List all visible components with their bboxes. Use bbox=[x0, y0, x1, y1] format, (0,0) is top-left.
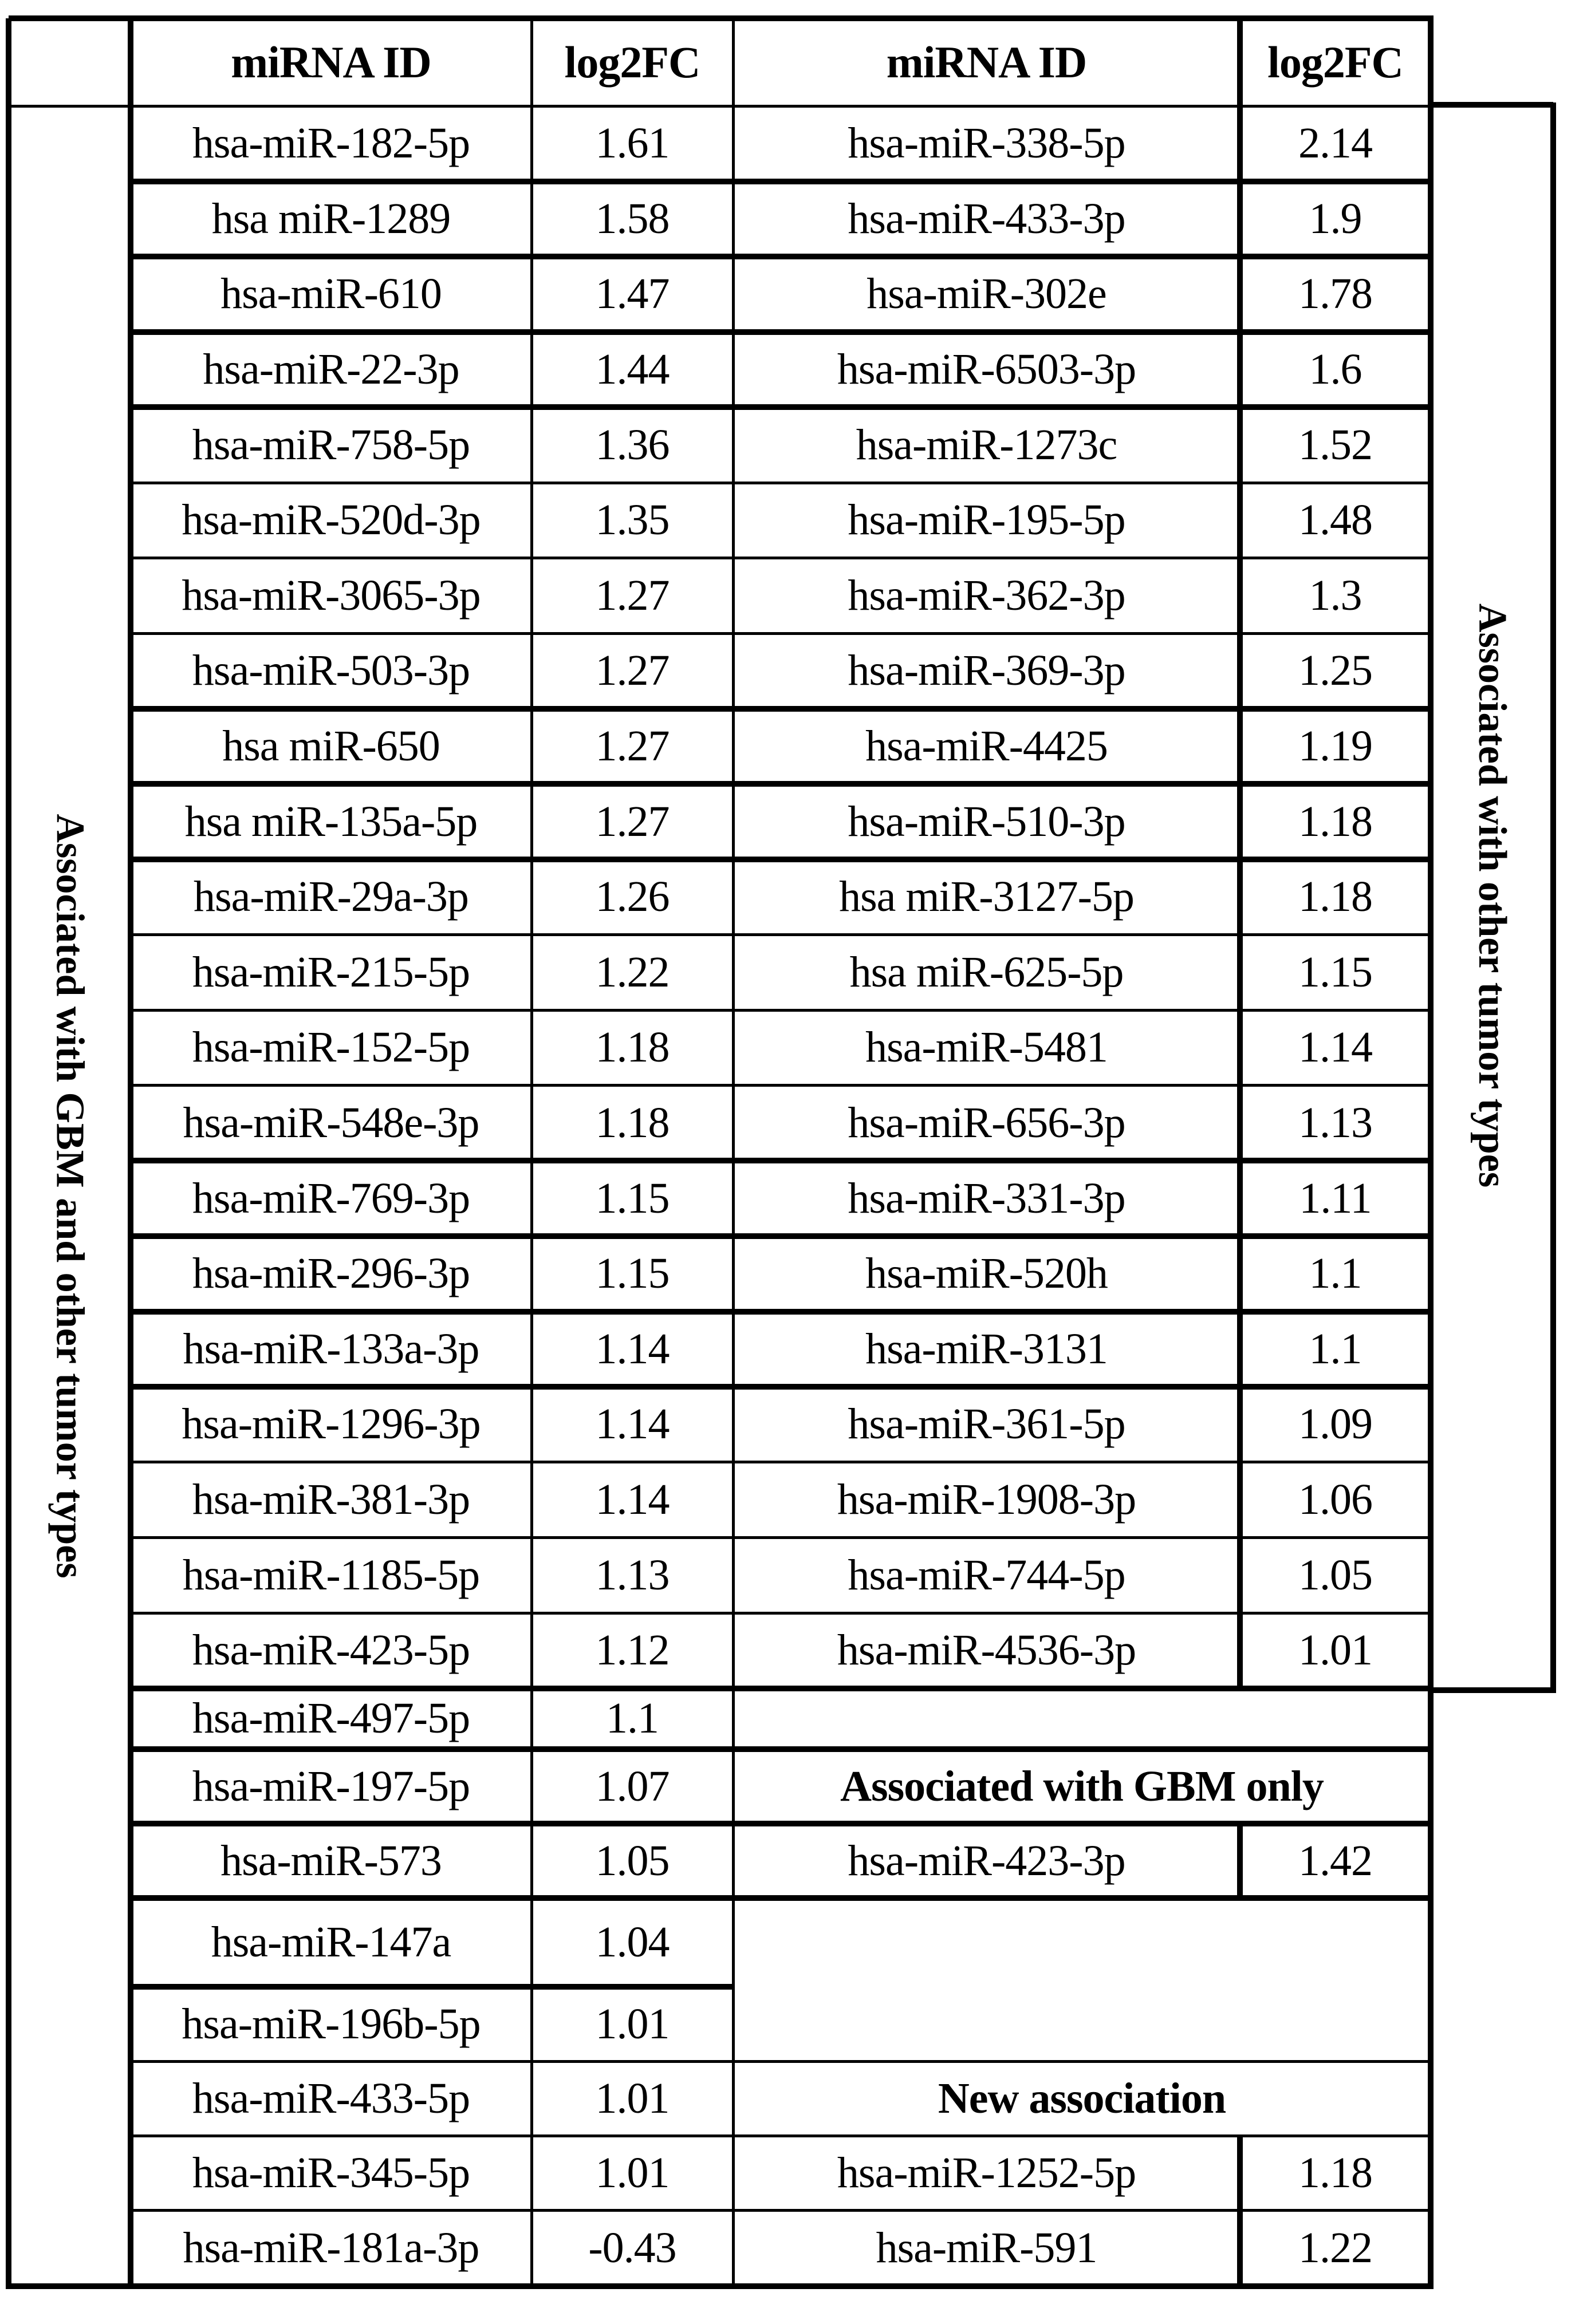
grid-line bbox=[128, 18, 133, 2286]
grid-line bbox=[131, 404, 1431, 410]
right-log2fc-value: 1.48 bbox=[1298, 496, 1372, 544]
grid-line bbox=[131, 781, 1431, 787]
right-mirna-id: hsa miR-3127-5p bbox=[839, 873, 1134, 921]
grid-line bbox=[1237, 1824, 1243, 1898]
left-mirna-id: hsa-miR-345-5p bbox=[192, 2148, 470, 2197]
left-mirna-id: hsa-miR-147a bbox=[211, 1918, 451, 1966]
left-log2fc-value: -0.43 bbox=[588, 2224, 676, 2272]
left-log2fc-value: 1.01 bbox=[595, 1999, 670, 2048]
right-log2fc-value: 1.01 bbox=[1298, 1626, 1372, 1675]
right-log2fc-value: 1.15 bbox=[1298, 948, 1372, 996]
right-log2fc-value: 1.19 bbox=[1298, 722, 1372, 771]
grid-line bbox=[131, 557, 1431, 559]
right-mirna-id: hsa-miR-1908-3p bbox=[837, 1475, 1136, 1524]
grid-line bbox=[733, 1821, 1431, 1826]
left-log2fc-value: 1.12 bbox=[595, 1626, 670, 1675]
grid-line bbox=[733, 1686, 1431, 1691]
grid-line bbox=[131, 1009, 1431, 1012]
right-log2fc-value: 1.14 bbox=[1298, 1023, 1372, 1072]
left-log2fc-value: 1.14 bbox=[595, 1475, 670, 1524]
group-label-gbm-and-other bbox=[9, 106, 131, 2286]
left-mirna-id: hsa-miR-1185-5p bbox=[182, 1550, 480, 1599]
right-log2fc-value: 1.6 bbox=[1309, 345, 1362, 394]
left-log2fc-value: 1.07 bbox=[595, 1762, 670, 1810]
left-log2fc-value: 1.13 bbox=[595, 1550, 670, 1599]
right-mirna-id: hsa-miR-510-3p bbox=[848, 797, 1125, 846]
grid-line bbox=[733, 1895, 1431, 1901]
right-log2fc-value: 1.06 bbox=[1298, 1475, 1372, 1524]
right-mirna-id: hsa-miR-362-3p bbox=[848, 571, 1125, 620]
left-mirna-id: hsa-miR-503-3p bbox=[192, 646, 470, 695]
grid-line bbox=[131, 1233, 1431, 1239]
right-mirna-id: hsa-miR-744-5p bbox=[848, 1550, 1125, 1599]
new-assoc-log2fc-value: 1.18 bbox=[1298, 2148, 1372, 2197]
right-mirna-id: hsa-miR-361-5p bbox=[848, 1400, 1125, 1449]
left-mirna-id: hsa-miR-548e-3p bbox=[183, 1099, 479, 1147]
left-mirna-id: hsa-miR-769-3p bbox=[192, 1174, 470, 1222]
left-mirna-id: hsa-miR-610 bbox=[220, 270, 442, 318]
grid-line bbox=[131, 1384, 1431, 1390]
grid-line bbox=[530, 18, 533, 2286]
right-mirna-id: hsa-miR-520h bbox=[865, 1249, 1108, 1298]
right-mirna-id: hsa-miR-4425 bbox=[865, 722, 1108, 771]
right-mirna-id: hsa-miR-369-3p bbox=[848, 646, 1125, 695]
right-mirna-id: hsa-miR-302e bbox=[867, 270, 1106, 318]
right-mirna-id: hsa miR-625-5p bbox=[849, 948, 1124, 996]
right-log2fc-value: 2.14 bbox=[1298, 119, 1372, 168]
left-log2fc-value: 1.47 bbox=[595, 270, 670, 318]
left-mirna-id: hsa-miR-497-5p bbox=[192, 1694, 470, 1743]
right-mirna-id: hsa-miR-5481 bbox=[865, 1023, 1108, 1072]
right-log2fc-value: 1.18 bbox=[1298, 797, 1372, 846]
right-log2fc-value: 1.9 bbox=[1309, 194, 1362, 243]
left-log2fc-value: 1.15 bbox=[595, 1249, 670, 1298]
left-mirna-id: hsa-miR-181a-3p bbox=[183, 2224, 479, 2272]
right-log2fc-value: 1.05 bbox=[1298, 1550, 1372, 1599]
left-mirna-id: hsa-miR-133a-3p bbox=[183, 1324, 479, 1373]
grid-line bbox=[131, 1895, 733, 1901]
grid-line bbox=[131, 254, 1431, 259]
section-label-gbm-only: Associated with GBM only bbox=[840, 1762, 1324, 1810]
left-log2fc-value: 1.15 bbox=[595, 1174, 670, 1222]
left-mirna-id: hsa-miR-573 bbox=[220, 1836, 442, 1885]
left-mirna-id: hsa-miR-520d-3p bbox=[182, 496, 481, 544]
right-log2fc-value: 1.11 bbox=[1299, 1174, 1372, 1222]
header-log2fc-left: log2FC bbox=[564, 37, 700, 87]
left-log2fc-value: 1.22 bbox=[595, 948, 670, 996]
right-log2fc-value: 1.1 bbox=[1309, 1324, 1362, 1373]
grid-line bbox=[733, 2060, 1431, 2063]
grid-line bbox=[9, 2283, 1434, 2289]
grid-line bbox=[1431, 1687, 1553, 1693]
grid-line bbox=[131, 1821, 733, 1826]
right-log2fc-value: 1.52 bbox=[1298, 420, 1372, 469]
new-assoc-log2fc-value: 1.22 bbox=[1298, 2224, 1372, 2272]
left-mirna-id: hsa-miR-3065-3p bbox=[182, 571, 481, 620]
right-mirna-id: hsa-miR-6503-3p bbox=[837, 345, 1136, 394]
grid-line bbox=[131, 179, 1431, 184]
grid-line bbox=[131, 1536, 1431, 1539]
right-log2fc-value: 1.18 bbox=[1298, 873, 1372, 921]
left-mirna-id: hsa-miR-423-5p bbox=[192, 1626, 470, 1675]
header-mirna-left: miRNA ID bbox=[231, 37, 431, 87]
gbm-only-mirna-id: hsa-miR-423-3p bbox=[848, 1836, 1125, 1885]
left-mirna-id: hsa miR-650 bbox=[222, 722, 440, 771]
left-mirna-id: hsa-miR-215-5p bbox=[192, 948, 470, 996]
right-mirna-id: hsa-miR-3131 bbox=[865, 1324, 1108, 1373]
left-log2fc-value: 1.27 bbox=[595, 722, 670, 771]
grid-line bbox=[131, 2134, 733, 2137]
left-mirna-id: hsa miR-1289 bbox=[211, 194, 451, 243]
left-log2fc-value: 1.44 bbox=[595, 345, 670, 394]
grid-line bbox=[131, 857, 1431, 862]
left-log2fc-value: 1.35 bbox=[595, 496, 670, 544]
grid-line bbox=[131, 1612, 1431, 1615]
left-log2fc-value: 1.1 bbox=[606, 1694, 659, 1743]
left-log2fc-value: 1.36 bbox=[595, 420, 670, 469]
left-mirna-id: hsa-miR-381-3p bbox=[192, 1475, 470, 1524]
right-mirna-id: hsa-miR-4536-3p bbox=[837, 1626, 1136, 1675]
right-mirna-id: hsa-miR-338-5p bbox=[848, 119, 1125, 168]
grid-line bbox=[1550, 102, 1556, 1693]
left-log2fc-value: 1.26 bbox=[595, 873, 670, 921]
left-log2fc-value: 1.27 bbox=[595, 646, 670, 695]
left-log2fc-value: 1.27 bbox=[595, 797, 670, 846]
gbm-only-log2fc-value: 1.42 bbox=[1298, 1836, 1372, 1885]
group-label-other-tumors bbox=[1431, 103, 1553, 1688]
grid-line bbox=[131, 632, 1431, 635]
left-mirna-id: hsa-miR-433-5p bbox=[192, 2074, 470, 2122]
new-assoc-mirna-id: hsa-miR-591 bbox=[876, 2224, 1097, 2272]
grid-line bbox=[131, 933, 1431, 936]
left-mirna-id: hsa-miR-296-3p bbox=[192, 1249, 470, 1298]
left-log2fc-value: 1.18 bbox=[595, 1099, 670, 1147]
grid-line bbox=[733, 1746, 1431, 1752]
left-mirna-id: hsa miR-135a-5p bbox=[184, 797, 478, 846]
grid-line bbox=[732, 18, 735, 2286]
grid-line bbox=[131, 329, 1431, 335]
grid-line bbox=[131, 706, 1431, 712]
left-log2fc-value: 1.61 bbox=[595, 119, 670, 168]
left-log2fc-value: 1.27 bbox=[595, 571, 670, 620]
left-log2fc-value: 1.18 bbox=[595, 1023, 670, 1072]
grid-line bbox=[131, 1461, 1431, 1463]
header-log2fc-right: log2FC bbox=[1267, 37, 1403, 87]
grid-line bbox=[1431, 102, 1553, 108]
left-mirna-id: hsa-miR-152-5p bbox=[192, 1023, 470, 1072]
right-log2fc-value: 1.1 bbox=[1309, 1249, 1362, 1298]
left-mirna-id: hsa-miR-196b-5p bbox=[182, 1999, 481, 2048]
grid-line bbox=[9, 105, 1431, 108]
right-log2fc-value: 1.09 bbox=[1298, 1400, 1372, 1449]
right-mirna-id: hsa-miR-433-3p bbox=[848, 194, 1125, 243]
group-label-text: Associated with other tumor types bbox=[1470, 603, 1515, 1188]
left-mirna-id: hsa-miR-758-5p bbox=[192, 420, 470, 469]
right-log2fc-value: 1.3 bbox=[1309, 571, 1362, 620]
left-log2fc-value: 1.58 bbox=[595, 194, 670, 243]
grid-line bbox=[131, 1084, 1431, 1087]
grid-line bbox=[131, 1309, 1431, 1315]
grid-line bbox=[9, 15, 1434, 21]
grid-line bbox=[131, 2209, 733, 2212]
right-mirna-id: hsa-miR-656-3p bbox=[848, 1099, 1125, 1147]
left-log2fc-value: 1.04 bbox=[595, 1918, 670, 1966]
grid-line bbox=[733, 2134, 1431, 2137]
left-log2fc-value: 1.01 bbox=[595, 2148, 670, 2197]
left-log2fc-value: 1.01 bbox=[595, 2074, 670, 2122]
right-log2fc-value: 1.13 bbox=[1298, 1099, 1372, 1147]
grid-line bbox=[1428, 18, 1434, 2289]
grid-line bbox=[733, 2209, 1431, 2212]
group-label-text: Associated with GBM and other tumor types bbox=[48, 814, 92, 1579]
left-log2fc-value: 1.05 bbox=[595, 1836, 670, 1885]
grid-line bbox=[1237, 18, 1243, 1688]
grid-line bbox=[131, 1746, 733, 1752]
header-mirna-right: miRNA ID bbox=[886, 37, 1087, 87]
right-mirna-id: hsa-miR-1273c bbox=[856, 420, 1117, 469]
new-assoc-mirna-id: hsa-miR-1252-5p bbox=[837, 2148, 1136, 2197]
grid-line bbox=[131, 482, 1431, 484]
grid-line bbox=[131, 1158, 1431, 1163]
right-log2fc-value: 1.25 bbox=[1298, 646, 1372, 695]
grid-line bbox=[131, 2060, 733, 2063]
section-label-new-association: New association bbox=[938, 2074, 1226, 2122]
right-mirna-id: hsa-miR-195-5p bbox=[848, 496, 1125, 544]
grid-line bbox=[6, 18, 11, 2289]
right-mirna-id: hsa-miR-331-3p bbox=[848, 1174, 1125, 1222]
right-log2fc-value: 1.78 bbox=[1298, 270, 1372, 318]
left-mirna-id: hsa-miR-22-3p bbox=[203, 345, 459, 394]
left-mirna-id: hsa-miR-182-5p bbox=[192, 119, 470, 168]
left-log2fc-value: 1.14 bbox=[595, 1324, 670, 1373]
left-mirna-id: hsa-miR-197-5p bbox=[192, 1762, 470, 1810]
grid-line bbox=[131, 1984, 733, 1990]
left-mirna-id: hsa-miR-29a-3p bbox=[194, 873, 468, 921]
left-mirna-id: hsa-miR-1296-3p bbox=[182, 1400, 481, 1449]
left-log2fc-value: 1.14 bbox=[595, 1400, 670, 1449]
